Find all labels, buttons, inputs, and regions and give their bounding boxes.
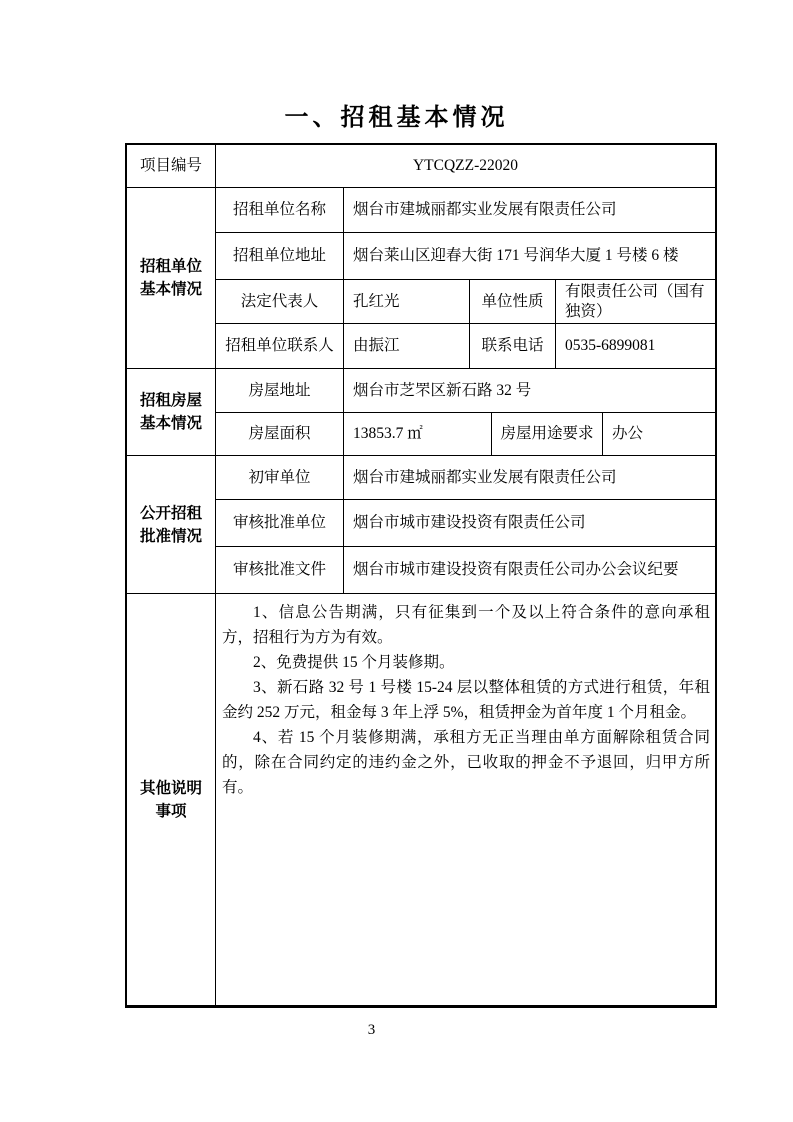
- legal-rep-label: 法定代表人: [216, 280, 344, 323]
- house-area-label: 房屋面积: [216, 413, 344, 455]
- section-unit-body: [216, 188, 715, 368]
- page-title: 一、招租基本情况: [284, 105, 509, 131]
- approval-unit-label: 审核批准单位: [216, 500, 344, 546]
- notes-paragraph-1: 1、信息公告期满，只有征集到一个及以上符合条件的意向承租方，招租行为方为有效。: [222, 604, 710, 646]
- unit-contact-row: [216, 324, 715, 368]
- house-use-label: 房屋用途要求: [492, 413, 603, 455]
- approval-doc-value: 烟台市城市建设投资有限责任公司办公会议纪要: [353, 561, 679, 578]
- section-approval-label-line2: 批准情况: [139, 527, 202, 545]
- section-unit: [127, 188, 715, 369]
- unit-address-row: [216, 233, 715, 280]
- unit-name-row: [216, 188, 715, 233]
- approval-unit-row: [216, 500, 715, 547]
- house-address-label: 房屋地址: [216, 369, 344, 412]
- section-unit-label: [127, 188, 216, 368]
- contact-phone-value: 0535-6899081: [565, 337, 656, 354]
- unit-contact-label: 招租单位联系人: [216, 324, 344, 368]
- section-house: [127, 369, 715, 456]
- unit-name-value: 烟台市建城丽都实业发展有限责任公司: [353, 201, 617, 218]
- section-notes-label-line1: 其他说明: [139, 779, 202, 797]
- section-notes-label-line2: 事项: [155, 802, 187, 820]
- initial-review-value: 烟台市建城丽都实业发展有限责任公司: [353, 468, 617, 486]
- legal-rep-row: [216, 280, 715, 324]
- section-house-label-line1: 招租房屋: [139, 392, 202, 409]
- unit-address-label: 招租单位地址: [216, 233, 344, 279]
- house-address-row: [216, 369, 715, 413]
- section-approval-label: [127, 456, 216, 593]
- section-house-label: [127, 369, 216, 455]
- initial-review-label: 初审单位: [216, 456, 344, 499]
- unit-type-label: 单位性质: [470, 280, 556, 323]
- house-address-value: 烟台市芝罘区新石路 32 号: [353, 381, 532, 399]
- house-area-value: 13853.7 ㎡: [344, 413, 492, 455]
- project-id-label: 项目编号: [127, 145, 216, 187]
- unit-address-value: 烟台莱山区迎春大街 171 号润华大厦 1 号楼 6 楼: [353, 247, 679, 264]
- unit-type-value: 有限责任公司（国有独资）: [565, 282, 705, 320]
- rental-info-table: [125, 143, 717, 1008]
- section-approval: [127, 456, 715, 594]
- contact-phone-label: 联系电话: [470, 324, 556, 368]
- initial-review-row: [216, 456, 715, 500]
- project-id-value: YTCQZZ-22020: [412, 157, 519, 174]
- section-unit-label-line1: 招租单位: [139, 258, 202, 275]
- approval-doc-label: 审核批准文件: [216, 547, 344, 593]
- approval-unit-value: 烟台市城市建设投资有限责任公司: [353, 514, 586, 531]
- section-notes: [127, 594, 715, 1005]
- legal-rep-value: 孔红光: [344, 280, 470, 323]
- notes-paragraph-3: 3、新石路 32 号 1 号楼 15-24 层以整体租赁的方式进行租赁，年租金约 252 万元，租金每 3 年上浮 5%，租赁押金为首年度 1 个月租金。: [222, 679, 710, 721]
- section-house-body: [216, 369, 715, 455]
- notes-paragraph-2: 2、免费提供 15 个月装修期。: [253, 654, 455, 671]
- notes-paragraph-4: 4、若 15 个月装修期满，承租方无正当理由单方面解除租赁合同的，除在合同约定的违约金之外，已收取的押金不予退回，归甲方所有。: [222, 729, 710, 796]
- house-use-value: 办公: [612, 425, 644, 442]
- unit-contact-value: 由振江: [344, 324, 470, 368]
- section-notes-label: [127, 594, 216, 1005]
- house-area-row: [216, 413, 715, 455]
- section-approval-body: [216, 456, 715, 593]
- project-id-row: [127, 145, 715, 188]
- section-house-label-line2: 基本情况: [139, 415, 202, 432]
- page-number: 3: [367, 1022, 376, 1038]
- notes-content: [216, 594, 715, 1005]
- section-approval-label-line1: 公开招租: [139, 504, 202, 522]
- section-unit-label-line2: 基本情况: [139, 281, 202, 298]
- approval-doc-row: [216, 547, 715, 593]
- unit-name-label: 招租单位名称: [216, 188, 344, 232]
